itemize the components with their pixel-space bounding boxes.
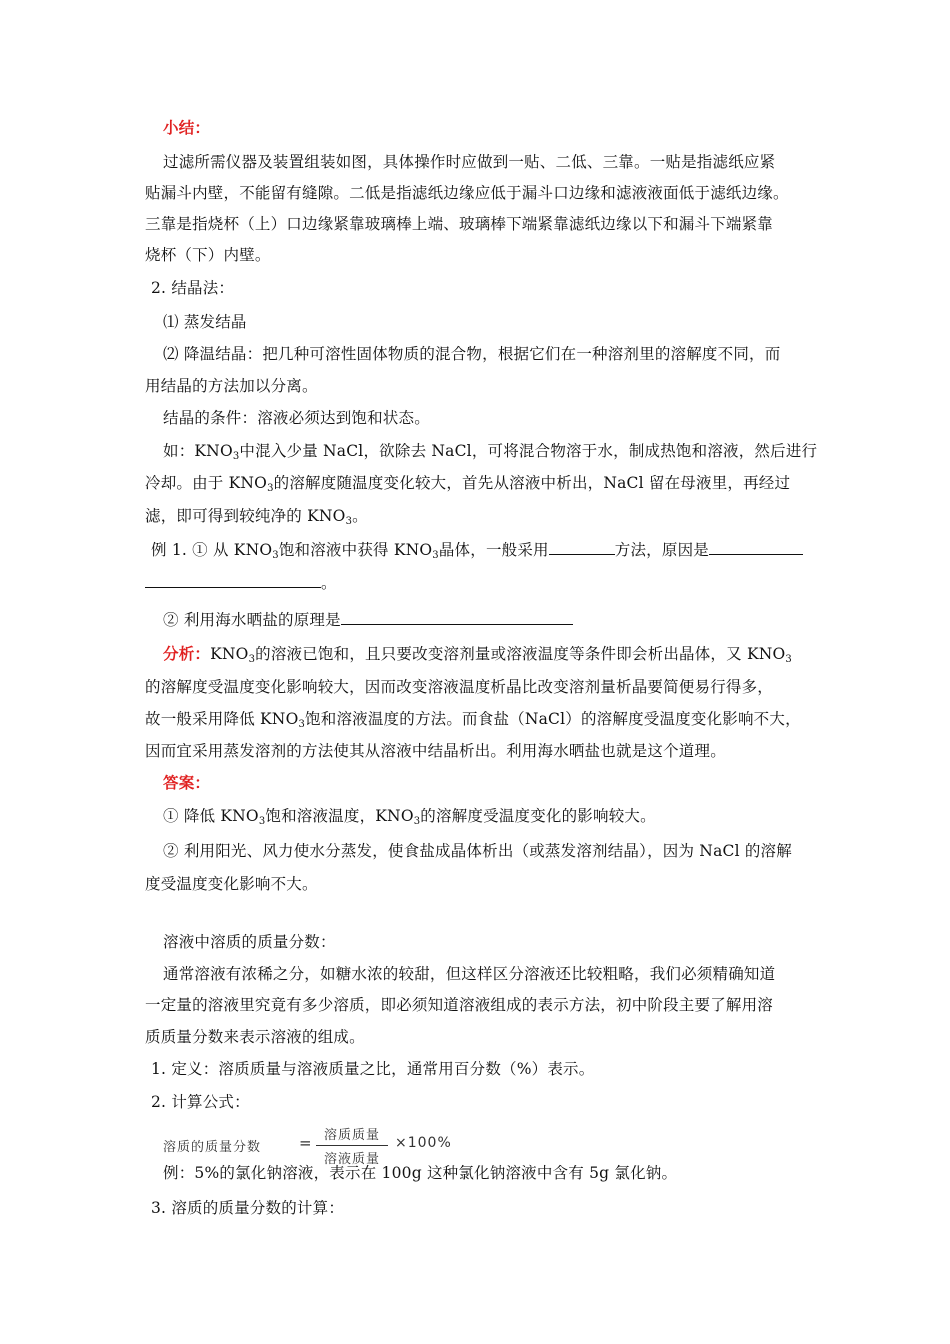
example1-question-1-cont: 。 [145,573,337,593]
summary-line-1: 过滤所需仪器及装置组装如图，具体操作时应做到一贴、二低、三靠。一贴是指滤纸应紧 [163,153,776,171]
crystallization-condition: 结晶的条件：溶液必须达到饱和状态。 [163,409,430,427]
summary-line-4: 烧杯（下）内壁。 [145,246,271,264]
formula-lhs: 溶质的质量分数 [163,1140,262,1155]
example-line-3: 滤，即可得到较纯净的 $KNO_3$。 [145,507,368,527]
formula-fraction [316,1124,388,1167]
calc-title: 3. 溶质的质量分数的计算： [151,1199,345,1217]
analysis-line-1: 分析：$KNO_3$的溶液已饱和，且只要改变溶剂量或溶液温度等条件即会析出晶体，又 $KNO_3$ [163,644,792,665]
summary-heading: 小结： [163,118,211,137]
example1-question-1: 例 1. ① 从 $KNO_3$饱和溶液中获得 $KNO_3$晶体，一般采用 方法，原因是 [151,540,803,560]
mass-fraction-para-1: 通常溶液有浓稀之分，如糖水浓的较甜，但这样区分溶液还比较粗略，我们必须精确知道 [163,965,776,983]
cooling-item-line-2: 用结晶的方法加以分离。 [145,377,318,395]
crystallization-title: 2. 结晶法： [151,279,235,297]
definition: 1. 定义：溶质质量与溶液质量之比，通常用百分数（%）表示。 [151,1060,595,1078]
answer-blank-principle [341,610,573,625]
answer-line-1: ① 降低 $KNO_3$饱和溶液温度，$KNO_3$的溶解度受温度变化的影响较大。 [163,807,656,827]
mass-fraction-example: 例：5%的氯化钠溶液，表示在 100g 这种氯化钠溶液中含有 5g 氯化钠。 [163,1164,678,1182]
answer-blank-method [549,540,615,555]
analysis-line-2: 的溶解度受温度变化影响较大，因而改变溶液温度析晶比改变溶剂量析晶要简便易行得多， [145,678,774,696]
cooling-item-line-1: ⑵ 降温结晶：把几种可溶性固体物质的混合物，根据它们在一种溶剂里的溶解度不同，而 [163,345,781,363]
formula-title: 2. 计算公式： [151,1093,250,1111]
formula-denominator: 溶液质量 [323,1152,380,1167]
answer-heading: 答案： [163,773,211,792]
summary-line-2: 贴漏斗内壁，不能留有缝隙。二低是指滤纸边缘应低于漏斗口边缘和滤液液面低于滤纸边缘。 [145,184,789,202]
example-line-2: 冷却。由于 $KNO_3$的溶解度随温度变化较大，首先从溶液中析出，NaCl 留在母液里，再经过 [145,474,791,494]
mass-fraction-para-2: 一定量的溶液里究竟有多少溶质，即必须知道溶液组成的表示方法，初中阶段主要了解用溶 [145,996,774,1014]
fraction-bar [316,1145,388,1146]
mass-fraction-title: 溶液中溶质的质量分数： [163,933,336,951]
formula-equals: = [299,1134,312,1152]
summary-line-3: 三靠是指烧杯（上）口边缘紧靠玻璃棒上端、玻璃棒下端紧靠滤纸边缘以下和漏斗下端紧靠 [145,215,774,233]
analysis-line-4: 因而宜采用蒸发溶剂的方法使其从溶液中结晶析出。利用海水晒盐也就是这个道理。 [145,742,726,760]
mass-fraction-para-3: 质质量分数来表示溶液的组成。 [145,1028,365,1046]
answer-line-2: ② 利用阳光、风力使水分蒸发，使食盐成晶体析出（或蒸发溶剂结晶），因为 NaCl 的溶解 [163,842,792,860]
answer-blank-reason-cont [145,573,321,588]
formula-numerator: 溶质质量 [323,1128,380,1143]
evaporation-item: ⑴ 蒸发结晶 [163,313,247,331]
formula-times-100: ×100% [395,1135,452,1151]
analysis-line-3: 故一般采用降低 $KNO_3$饱和溶液温度的方法。而食盐（NaCl）的溶解度受温度变化影响不大， [145,710,801,730]
answer-blank-reason [709,540,803,555]
answer-line-3: 度受温度变化影响不大。 [145,875,318,893]
example1-question-2: ② 利用海水晒盐的原理是 [163,610,573,630]
example-line-1: 如：$KNO_3$中混入少量 NaCl，欲除去 NaCl，可将混合物溶于水，制成热饱和溶液，然后进行 [163,442,818,462]
